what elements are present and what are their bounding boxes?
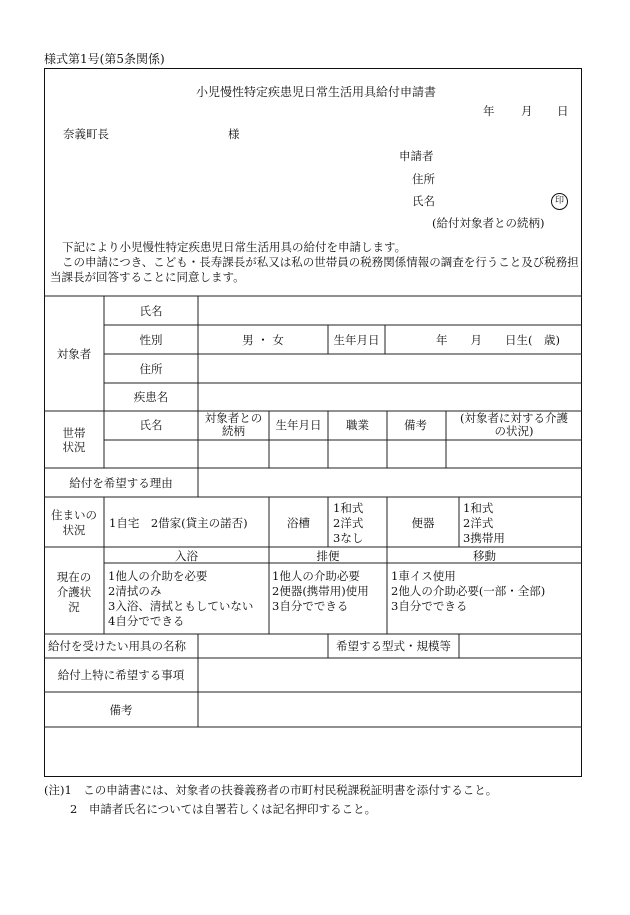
household-header-care-status: (対象者に対する介護 の状況)	[460, 411, 568, 438]
applicant-name-label: 氏名	[412, 194, 435, 208]
housing-label: 住まいの 状況	[51, 508, 97, 537]
toilet-options: 1和式 2洋式 3携帯用	[463, 501, 505, 545]
excretion-options: 1他人の介助必要 2便器(携帯用)使用 3自分でできる	[272, 569, 369, 613]
bathing-header: 入浴	[175, 549, 198, 563]
addressee-honorific: 様	[228, 127, 240, 141]
bathtub-options: 1和式 2洋式 3なし	[333, 501, 364, 545]
date-day-label: 日	[557, 104, 569, 118]
household-header-name: 氏名	[139, 418, 163, 432]
form-title: 小児慢性特定疾患児日常生活用具給付申請書	[196, 85, 437, 99]
special-request-label: 給付上特に希望する事項	[57, 668, 185, 682]
addressee-name: 奈義町長	[63, 127, 109, 141]
form-number: 様式第1号(第5条関係)	[44, 52, 165, 66]
housing-options: 1自宅 2借家(貸主の諾否)	[109, 516, 248, 530]
equipment-name-label: 給付を受けたい用具の名称	[48, 639, 186, 653]
model-label: 希望する型式・規模等	[336, 639, 451, 653]
toilet-label: 便器	[411, 516, 435, 530]
subject-section-label: 対象者	[56, 347, 92, 361]
subject-name-label: 氏名	[139, 304, 163, 318]
request-statement: 下記により小児慢性特定疾患児日常生活用具の給付を申請します。	[62, 240, 407, 254]
subject-sex-label: 性別	[139, 333, 163, 347]
care-label: 現在の 介護状 況	[56, 570, 92, 614]
bathtub-label: 浴槽	[287, 516, 310, 530]
household-header-birth: 生年月日	[275, 418, 322, 432]
subject-disease-label: 疾患名	[133, 390, 169, 404]
household-header-relation: 対象者との 続柄	[204, 411, 263, 438]
movement-options: 1車イス使用 2他人の介助必要(一部・全部) 3自分でできる	[391, 569, 546, 613]
remarks-label: 備考	[109, 703, 133, 717]
note-1: (注)1 この申請書には、対象者の扶養義務者の市町村民税課税証明書を添付すること。	[44, 783, 498, 797]
bathing-options: 1他人の介助を必要 2清拭のみ 3入浴、清拭ともしていない 4自分でできる	[108, 569, 254, 628]
movement-header: 移動	[473, 549, 496, 563]
birth-date-format: 年 月 日生( 歳)	[436, 333, 560, 347]
seal-mark: 印	[551, 193, 568, 210]
subject-address-label: 住所	[139, 362, 163, 376]
household-section-label: 世帯 状況	[62, 426, 86, 454]
excretion-header: 排便	[316, 549, 340, 563]
date-month-label: 月	[521, 104, 533, 118]
applicant-label: 申請者	[399, 149, 434, 163]
applicant-address-label: 住所	[412, 172, 435, 186]
consent-statement: この申請につき、こども・長寿課長が私又は私の世帯員の税務関係情報の調査を行うこと及び税務担当課長が回答することに同意します。	[50, 255, 579, 284]
note-2: 2 申請者氏名については自署若しくは記名押印すること。	[70, 802, 377, 816]
household-header-remarks: 備考	[404, 418, 427, 432]
reason-label: 給付を希望する理由	[69, 476, 173, 490]
sex-options: 男 ・ 女	[242, 333, 284, 347]
relation-note: (給付対象者との続柄)	[432, 216, 545, 230]
subject-birth-label: 生年月日	[333, 333, 380, 347]
household-header-occupation: 職業	[346, 418, 369, 432]
date-year-label: 年	[483, 104, 495, 118]
